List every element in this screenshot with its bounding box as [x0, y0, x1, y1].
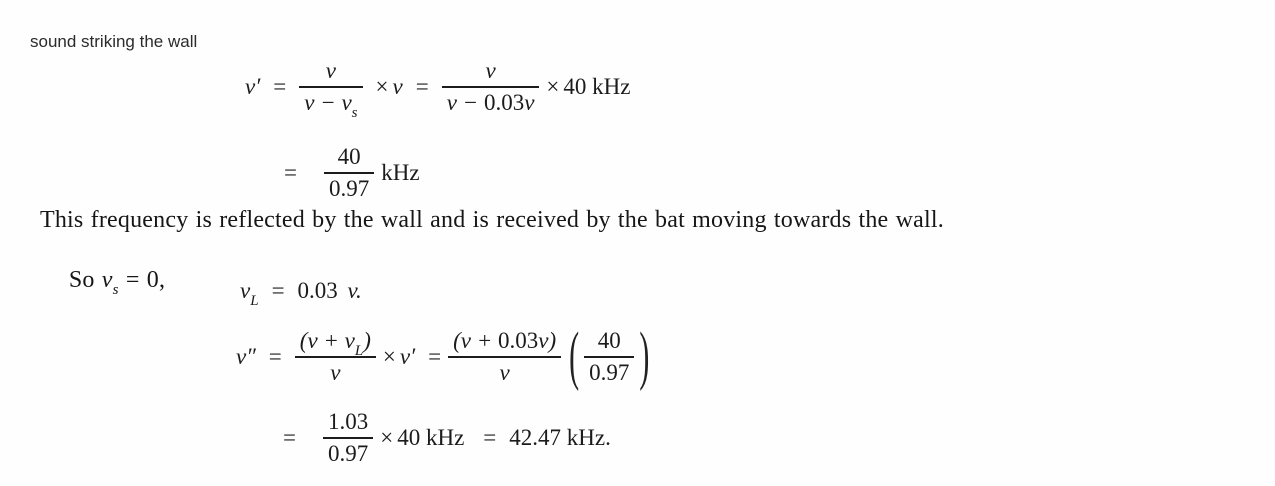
fraction-bar	[323, 437, 373, 439]
eq5-equals-sign: =	[283, 424, 296, 450]
so-line	[40, 240, 165, 321]
eq5-value: 40 kHz	[397, 424, 465, 450]
eq4-frac1-num-b: )	[363, 328, 371, 353]
eq4-equals-sign-2: =	[428, 343, 442, 369]
eq5-frac-numerator: 1.03	[327, 409, 369, 434]
eq4-frac2-numerator	[448, 328, 561, 354]
eq1-fraction-1	[299, 58, 362, 121]
eq4-paren-group	[568, 319, 650, 392]
eq1-frac2-den-c: v	[524, 89, 535, 115]
eq4-fraction-1	[295, 328, 376, 386]
left-paren: (	[569, 319, 580, 392]
eq1-frac2-numerator: v	[485, 58, 496, 83]
eq4-frac1-numerator	[295, 328, 376, 359]
eq5-equals-sign-2: =	[483, 424, 497, 450]
fraction-bar	[448, 356, 561, 358]
eq3-rhs-var: v.	[347, 278, 362, 303]
so-line-prefix: So	[68, 267, 102, 293]
fraction-bar	[584, 356, 634, 358]
eq4-fraction-3	[584, 328, 634, 386]
equation-4	[236, 319, 650, 392]
eq1-frac1-denominator	[299, 89, 362, 121]
eq1-times-sign-2: ×	[546, 73, 560, 99]
so-line-var-subscript: s	[112, 282, 119, 298]
eq1-equals-sign-2: =	[415, 73, 429, 99]
eq1-value: 40 kHz	[563, 73, 631, 99]
right-paren: )	[639, 319, 650, 392]
eq2-fraction	[324, 144, 374, 202]
eq4-frac1-denominator: v	[330, 359, 341, 385]
eq4-nu-prime: ν′	[399, 343, 416, 369]
eq4-lhs-nu-double-prime: ν″	[236, 343, 256, 369]
eq1-fraction-2	[442, 58, 540, 116]
equation-5	[283, 409, 611, 467]
eq2-frac-denominator: 0.97	[328, 175, 370, 201]
eq1-times-nu-group	[376, 74, 403, 100]
eq1-lhs-nu-prime: ν′	[245, 73, 261, 99]
eq2-equals-sign: =	[284, 159, 297, 185]
eq4-times-nu-group	[383, 344, 415, 370]
eq4-frac2-denominator: v	[499, 359, 510, 385]
eq4-frac1-num-a: (v + v	[299, 328, 355, 353]
eq1-frac1-den-main: v − v	[304, 89, 352, 115]
eq4-frac3-denominator: 0.97	[589, 359, 630, 385]
fraction-bar	[295, 356, 376, 358]
eq4-frac2-num-a: (v +	[453, 328, 499, 353]
paragraph-reflection: This frequency is reflected by the wall and is received by the bat moving towards the wall.	[40, 207, 944, 233]
eq4-frac1-num-subscript: L	[354, 343, 364, 359]
equation-3	[240, 278, 362, 309]
eq3-equals-sign: =	[271, 278, 285, 303]
eq4-frac2-num-c: v)	[538, 328, 557, 353]
eq5-times-value-group	[380, 425, 464, 451]
eq1-frac2-den-b: 0.03	[483, 89, 525, 115]
fraction-bar	[299, 86, 362, 88]
eq5-frac-denominator: 0.97	[327, 440, 369, 466]
equation-1	[245, 58, 631, 121]
eq3-rhs-number: 0.03	[297, 278, 344, 303]
fraction-bar	[442, 86, 540, 88]
eq4-fraction-2	[448, 328, 561, 386]
intro-line: sound striking the wall	[30, 32, 198, 51]
eq4-equals-sign: =	[268, 343, 282, 369]
so-line-var: v	[101, 267, 113, 293]
eq1-frac1-numerator: v	[325, 58, 336, 83]
eq1-times-sign-1: ×	[375, 73, 389, 99]
eq3-lhs-subscript: L	[250, 293, 259, 309]
eq3-lhs	[240, 278, 259, 309]
eq1-frac1-den-subscript: s	[351, 104, 358, 121]
eq1-frac2-denominator	[442, 90, 540, 116]
eq5-times-sign: ×	[380, 424, 394, 450]
eq5-result: 42.47 kHz.	[509, 424, 611, 450]
eq4-frac3-numerator: 40	[597, 328, 621, 353]
eq4-times-sign: ×	[382, 343, 396, 369]
eq1-equals-sign: =	[273, 73, 287, 99]
eq5-fraction	[323, 409, 373, 467]
eq2-unit: kHz	[381, 159, 420, 185]
so-line-suffix: = 0,	[118, 267, 166, 293]
fraction-bar	[324, 172, 374, 174]
eq3-lhs-main: v	[240, 278, 251, 303]
eq1-times-value-group	[546, 74, 630, 100]
eq1-frac2-den-a: v −	[446, 89, 484, 115]
eq3-rhs	[298, 278, 362, 304]
eq2-frac-numerator: 40	[337, 144, 361, 169]
eq1-nu: ν	[392, 73, 403, 99]
eq4-frac2-num-b: 0.03	[498, 328, 539, 353]
equation-2	[284, 144, 420, 202]
